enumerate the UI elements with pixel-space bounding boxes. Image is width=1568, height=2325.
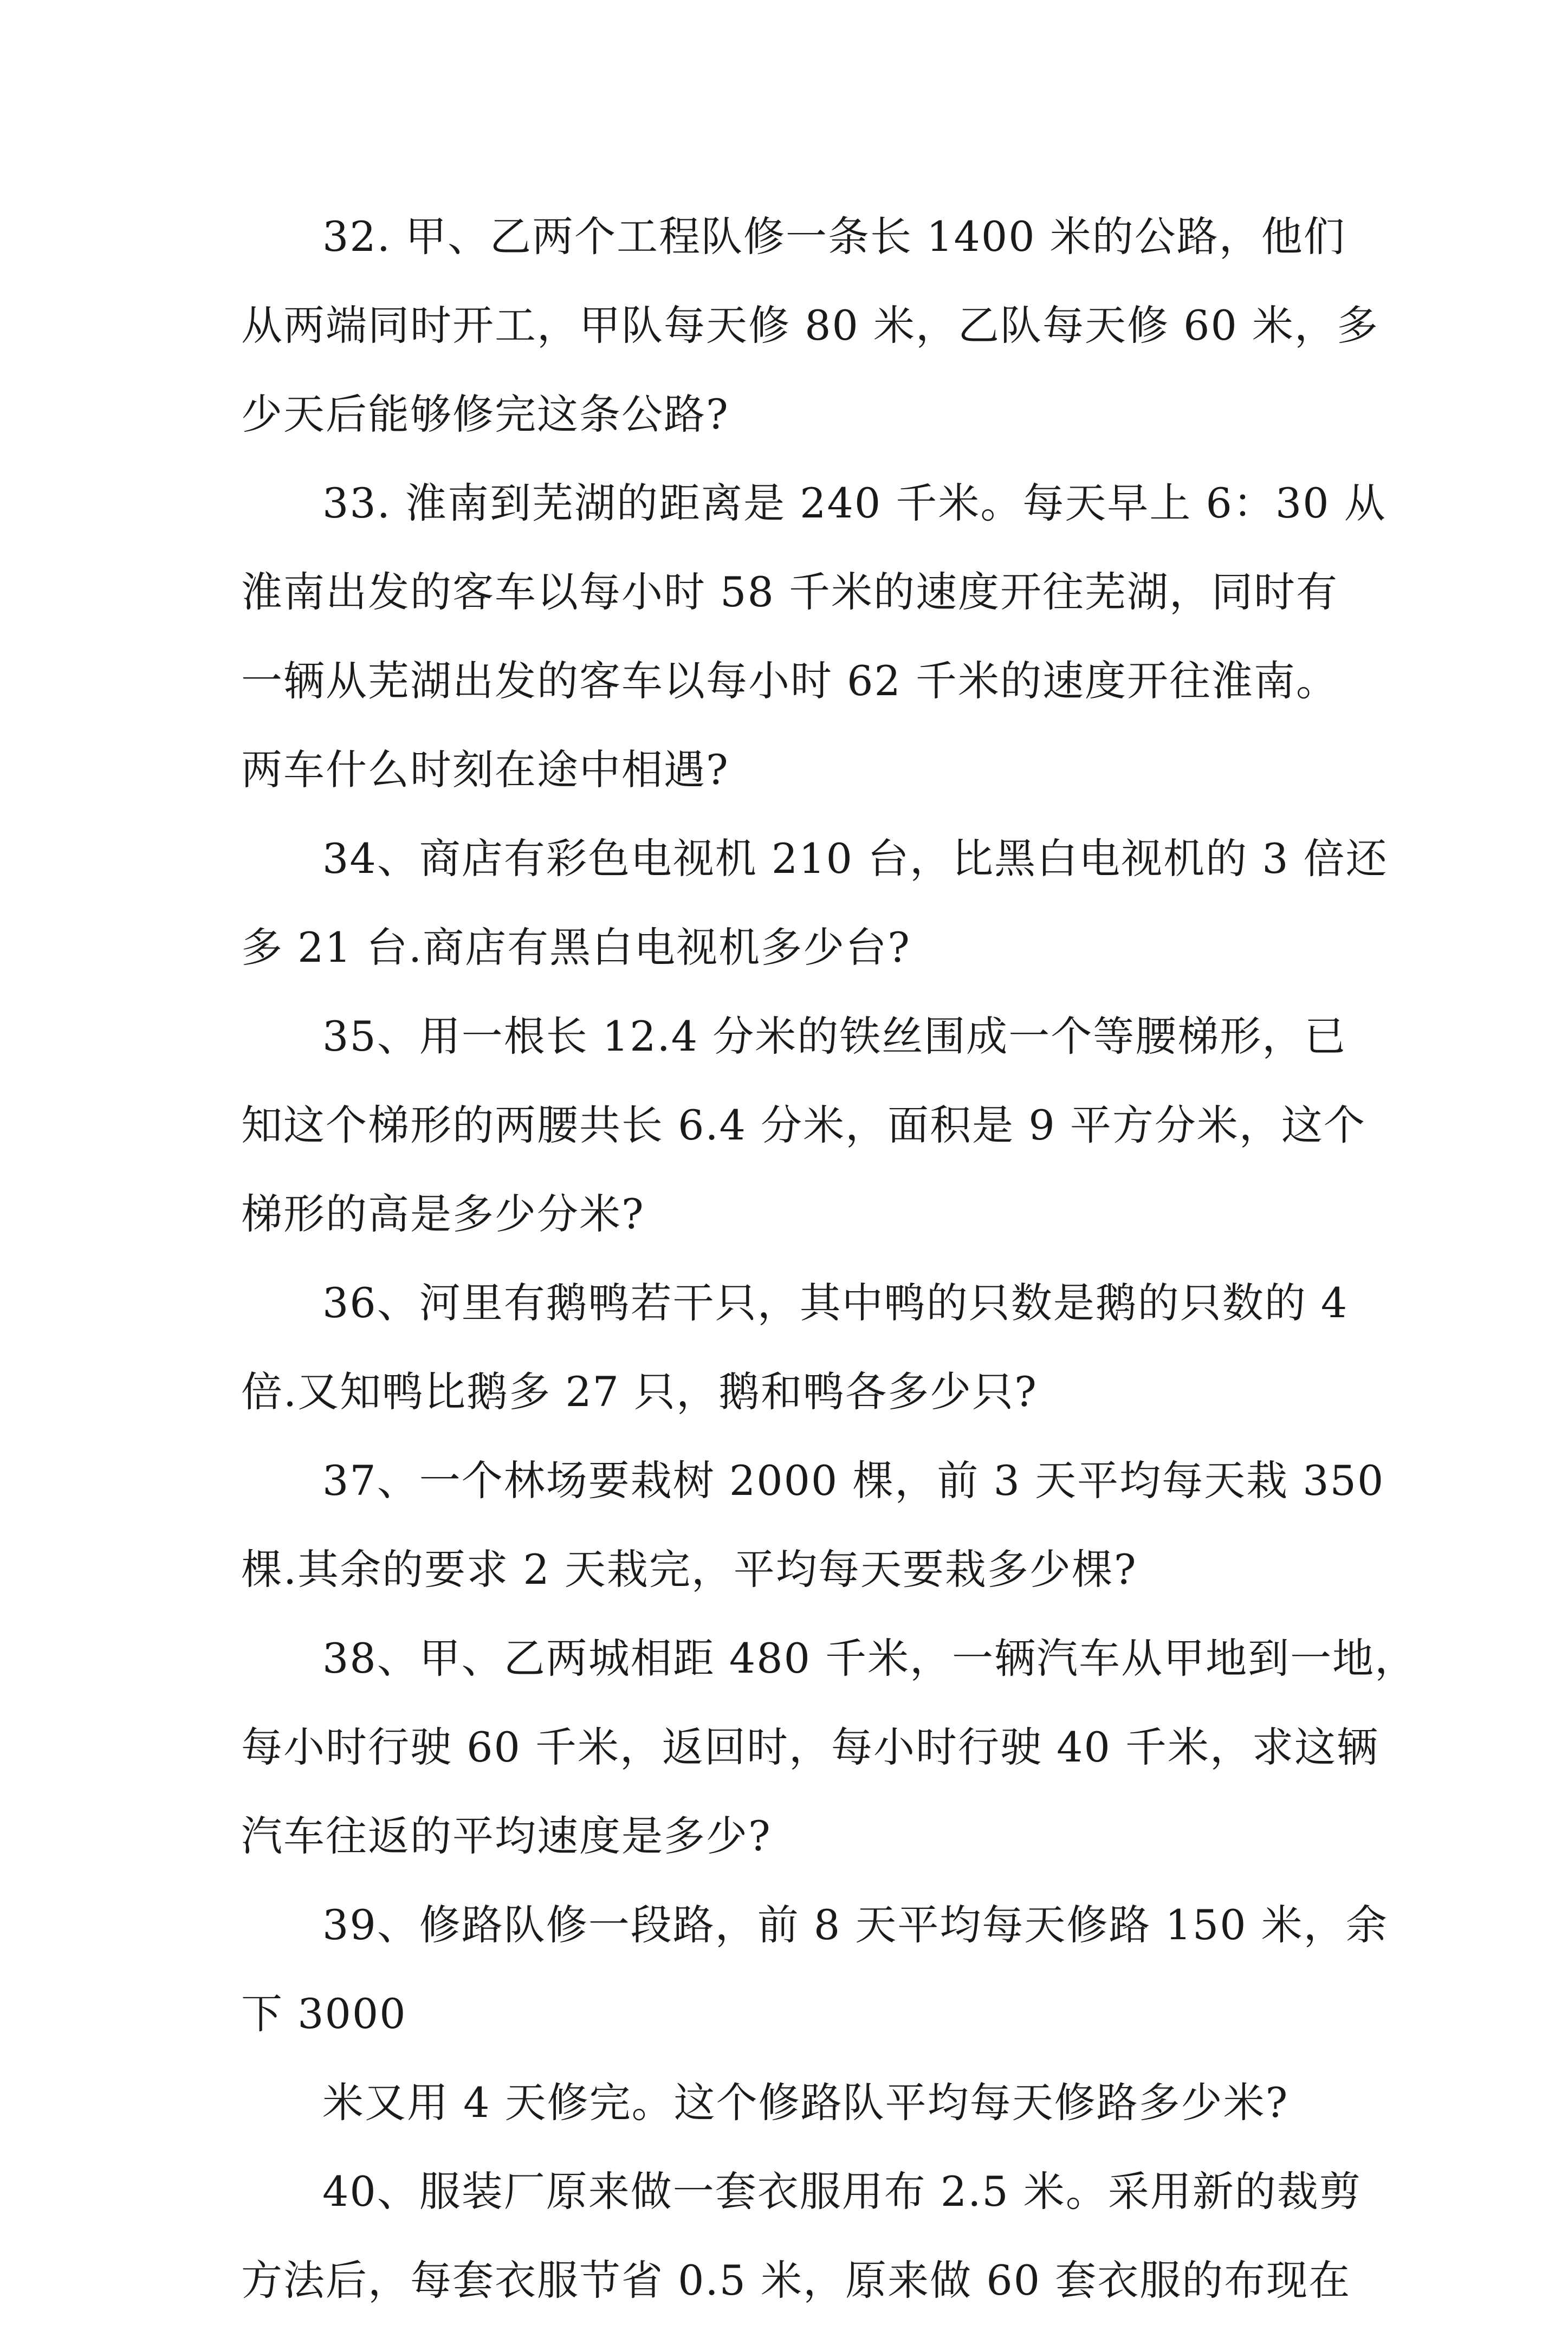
- text-line: 36、河里有鹅鸭若干只，其中鸭的只数是鹅的只数的 4: [322, 1279, 1349, 1327]
- text-line: 一辆从芜湖出发的客车以每小时 62 千米的速度开往淮南。: [241, 657, 1339, 705]
- text-line: 37、一个林场要栽树 2000 棵，前 3 天平均每天栽 350: [322, 1456, 1385, 1505]
- text-line: 米又用 4 天修完。这个修路队平均每天修路多少米?: [322, 2078, 1289, 2127]
- text-line: 32. 甲、乙两个工程队修一条长 1400 米的公路，他们: [322, 212, 1346, 261]
- text-line: 每小时行驶 60 千米，返回时，每小时行驶 40 千米，求这辆: [241, 1723, 1379, 1771]
- text-line: 少天后能够修完这条公路?: [241, 390, 729, 438]
- text-line: 淮南出发的客车以每小时 58 千米的速度开往芜湖，同时有: [241, 568, 1339, 616]
- text-line: 34、商店有彩色电视机 210 台，比黑白电视机的 3 倍还: [322, 834, 1388, 883]
- problem-text-block: [241, 192, 1417, 2325]
- text-line: 从两端同时开工，甲队每天修 80 米，乙队每天修 60 米，多: [241, 301, 1379, 349]
- text-line: 40、服装厂原来做一套衣服用布 2.5 米。采用新的裁剪: [322, 2167, 1362, 2216]
- text-line: 35、用一根长 12.4 分米的铁丝围成一个等腰梯形，已: [322, 1012, 1347, 1060]
- text-line: 方法后，每套衣服节省 0.5 米，原来做 60 套衣服的布现在: [241, 2256, 1351, 2304]
- text-line: 两车什么时刻在途中相遇?: [241, 746, 729, 794]
- text-line: 下 3000: [241, 1990, 407, 2038]
- text-line: 多 21 台.商店有黑白电视机多少台?: [241, 923, 911, 972]
- text-line: 知这个梯形的两腰共长 6.4 分米，面积是 9 平方分米，这个: [241, 1101, 1366, 1149]
- text-line: 33. 淮南到芜湖的距离是 240 千米。每天早上 6：30 从: [322, 479, 1386, 527]
- text-line: 汽车往返的平均速度是多少?: [241, 1812, 772, 1860]
- text-line: 梯形的高是多少分米?: [241, 1190, 645, 1238]
- text-line: 棵.其余的要求 2 天栽完，平均每天要栽多少棵?: [241, 1545, 1137, 1594]
- text-line: 倍.又知鸭比鹅多 27 只，鹅和鸭各多少只?: [241, 1368, 1038, 1416]
- text-line: 39、修路队修一段路，前 8 天平均每天修路 150 米，余: [322, 1901, 1388, 1949]
- text-line: 38、甲、乙两城相距 480 千米，一辆汽车从甲地到一地，: [322, 1634, 1417, 1682]
